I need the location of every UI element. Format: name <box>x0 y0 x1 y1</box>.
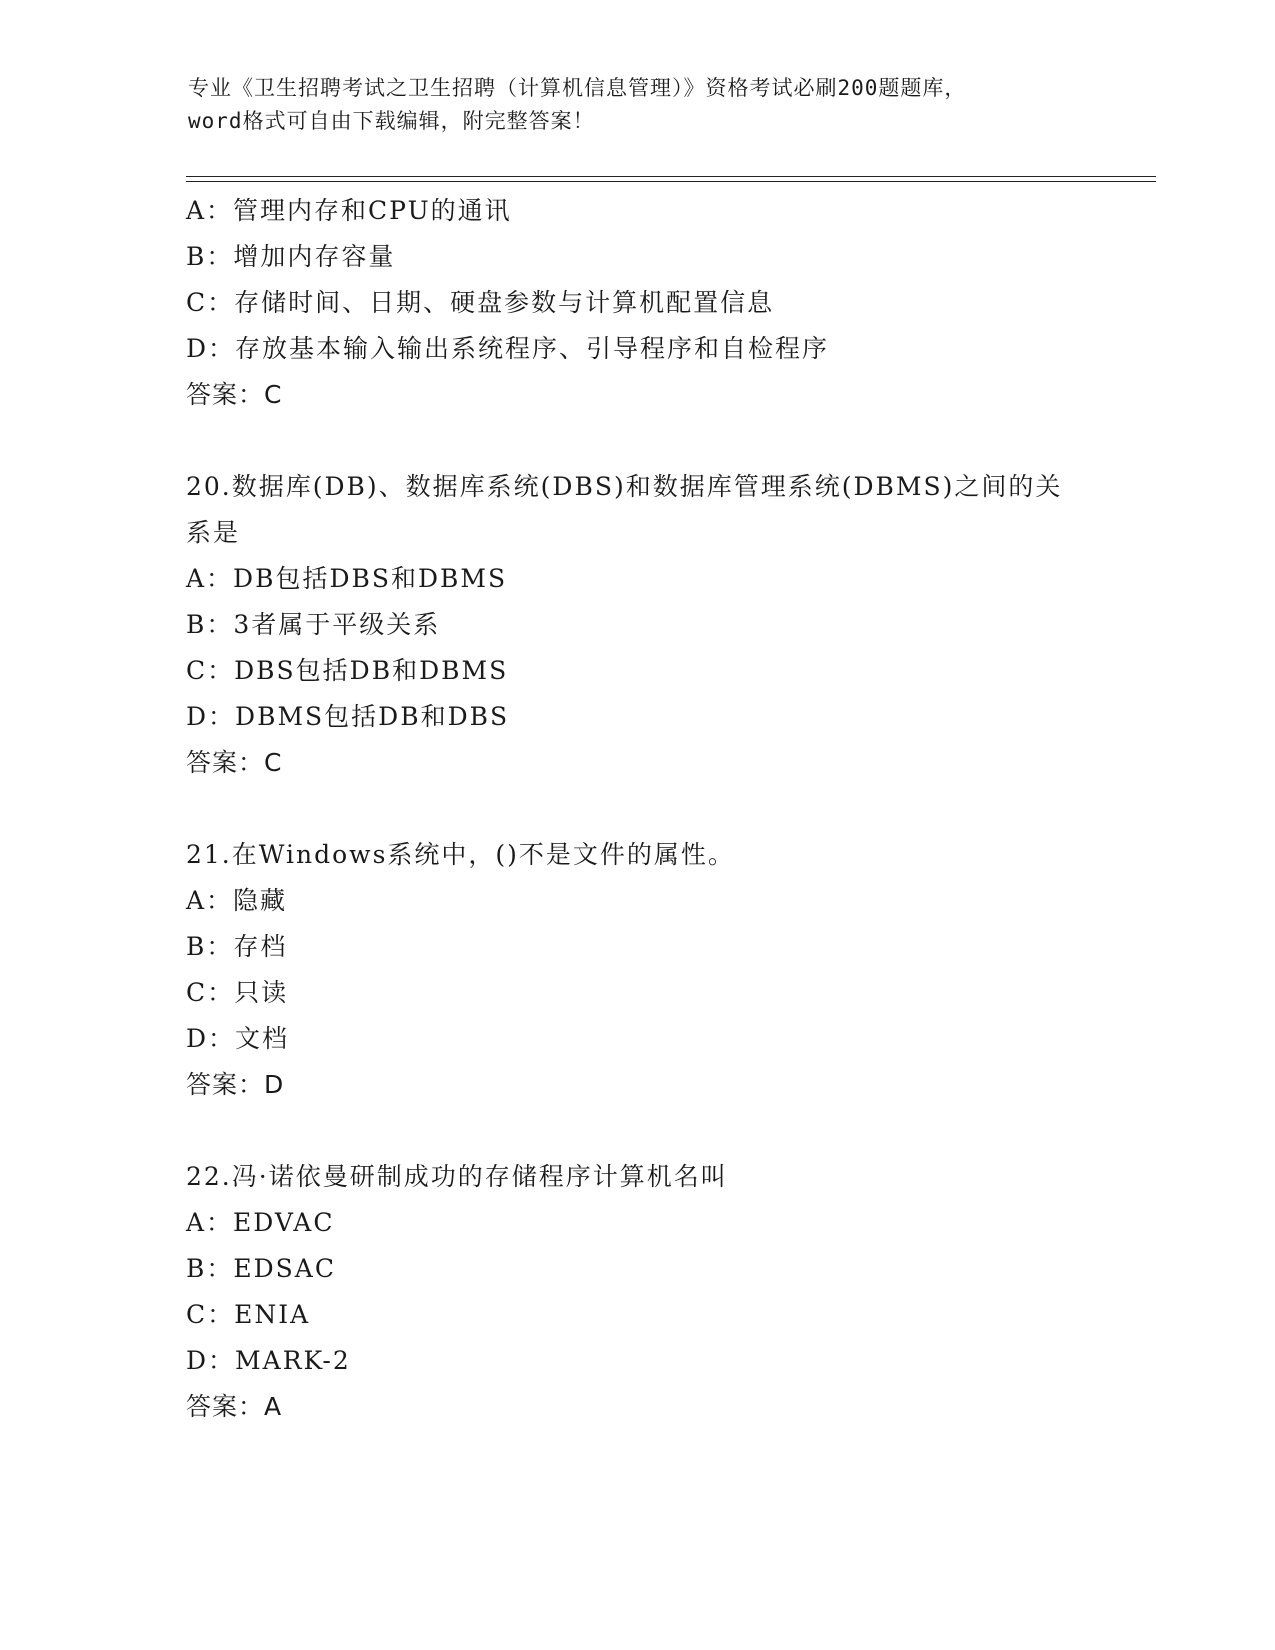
answer-label: 答案：C <box>186 380 283 409</box>
question-text-line-2: 系是 <box>186 518 241 547</box>
question-list <box>186 188 1146 1430</box>
answer-label: 答案：D <box>186 1070 285 1099</box>
question-block <box>186 1154 1146 1430</box>
spacer <box>186 786 1146 832</box>
option-b: B：增加内存容量 <box>186 242 396 271</box>
option-a: A：管理内存和CPU的通讯 <box>186 196 512 225</box>
header-line-2: word格式可自由下载编辑，附完整答案！ <box>188 109 595 133</box>
question-block <box>186 832 1146 1108</box>
option-d: D：DBMS包括DB和DBS <box>186 702 510 731</box>
spacer <box>186 418 1146 464</box>
answer-label: 答案：C <box>186 748 283 777</box>
question-text-line-1: 20.数据库(DB)、数据库系统(DBS)和数据库管理系统(DBMS)之间的关 <box>186 472 1063 501</box>
option-d: D：文档 <box>186 1024 290 1053</box>
option-a: A：DB包括DBS和DBMS <box>186 564 508 593</box>
header-divider-top <box>186 176 1156 177</box>
question-text-line-1: 22.冯·诺依曼研制成功的存储程序计算机名叫 <box>186 1162 728 1191</box>
option-c: C：ENIA <box>186 1300 311 1329</box>
answer-label: 答案：A <box>186 1392 283 1421</box>
option-b: B：EDSAC <box>186 1254 336 1283</box>
option-d: D：MARK-2 <box>186 1346 351 1375</box>
question-text-line-1: 21.在Windows系统中，()不是文件的属性。 <box>186 840 735 869</box>
header-divider-bottom <box>186 181 1156 182</box>
option-b: B：存档 <box>186 932 288 961</box>
option-b: B：3者属于平级关系 <box>186 610 441 639</box>
document-header <box>188 72 1088 138</box>
option-c: C：只读 <box>186 978 289 1007</box>
question-block <box>186 188 1146 418</box>
option-d: D：存放基本输入输出系统程序、引导程序和自检程序 <box>186 334 830 363</box>
spacer <box>186 1108 1146 1154</box>
header-line-1: 专业《卫生招聘考试之卫生招聘（计算机信息管理）》资格考试必刷200题题库， <box>188 76 967 100</box>
question-block <box>186 464 1146 786</box>
option-a: A：隐藏 <box>186 886 288 915</box>
option-a: A：EDVAC <box>186 1208 335 1237</box>
option-c: C：存储时间、日期、硬盘参数与计算机配置信息 <box>186 288 775 317</box>
option-c: C：DBS包括DB和DBMS <box>186 656 509 685</box>
